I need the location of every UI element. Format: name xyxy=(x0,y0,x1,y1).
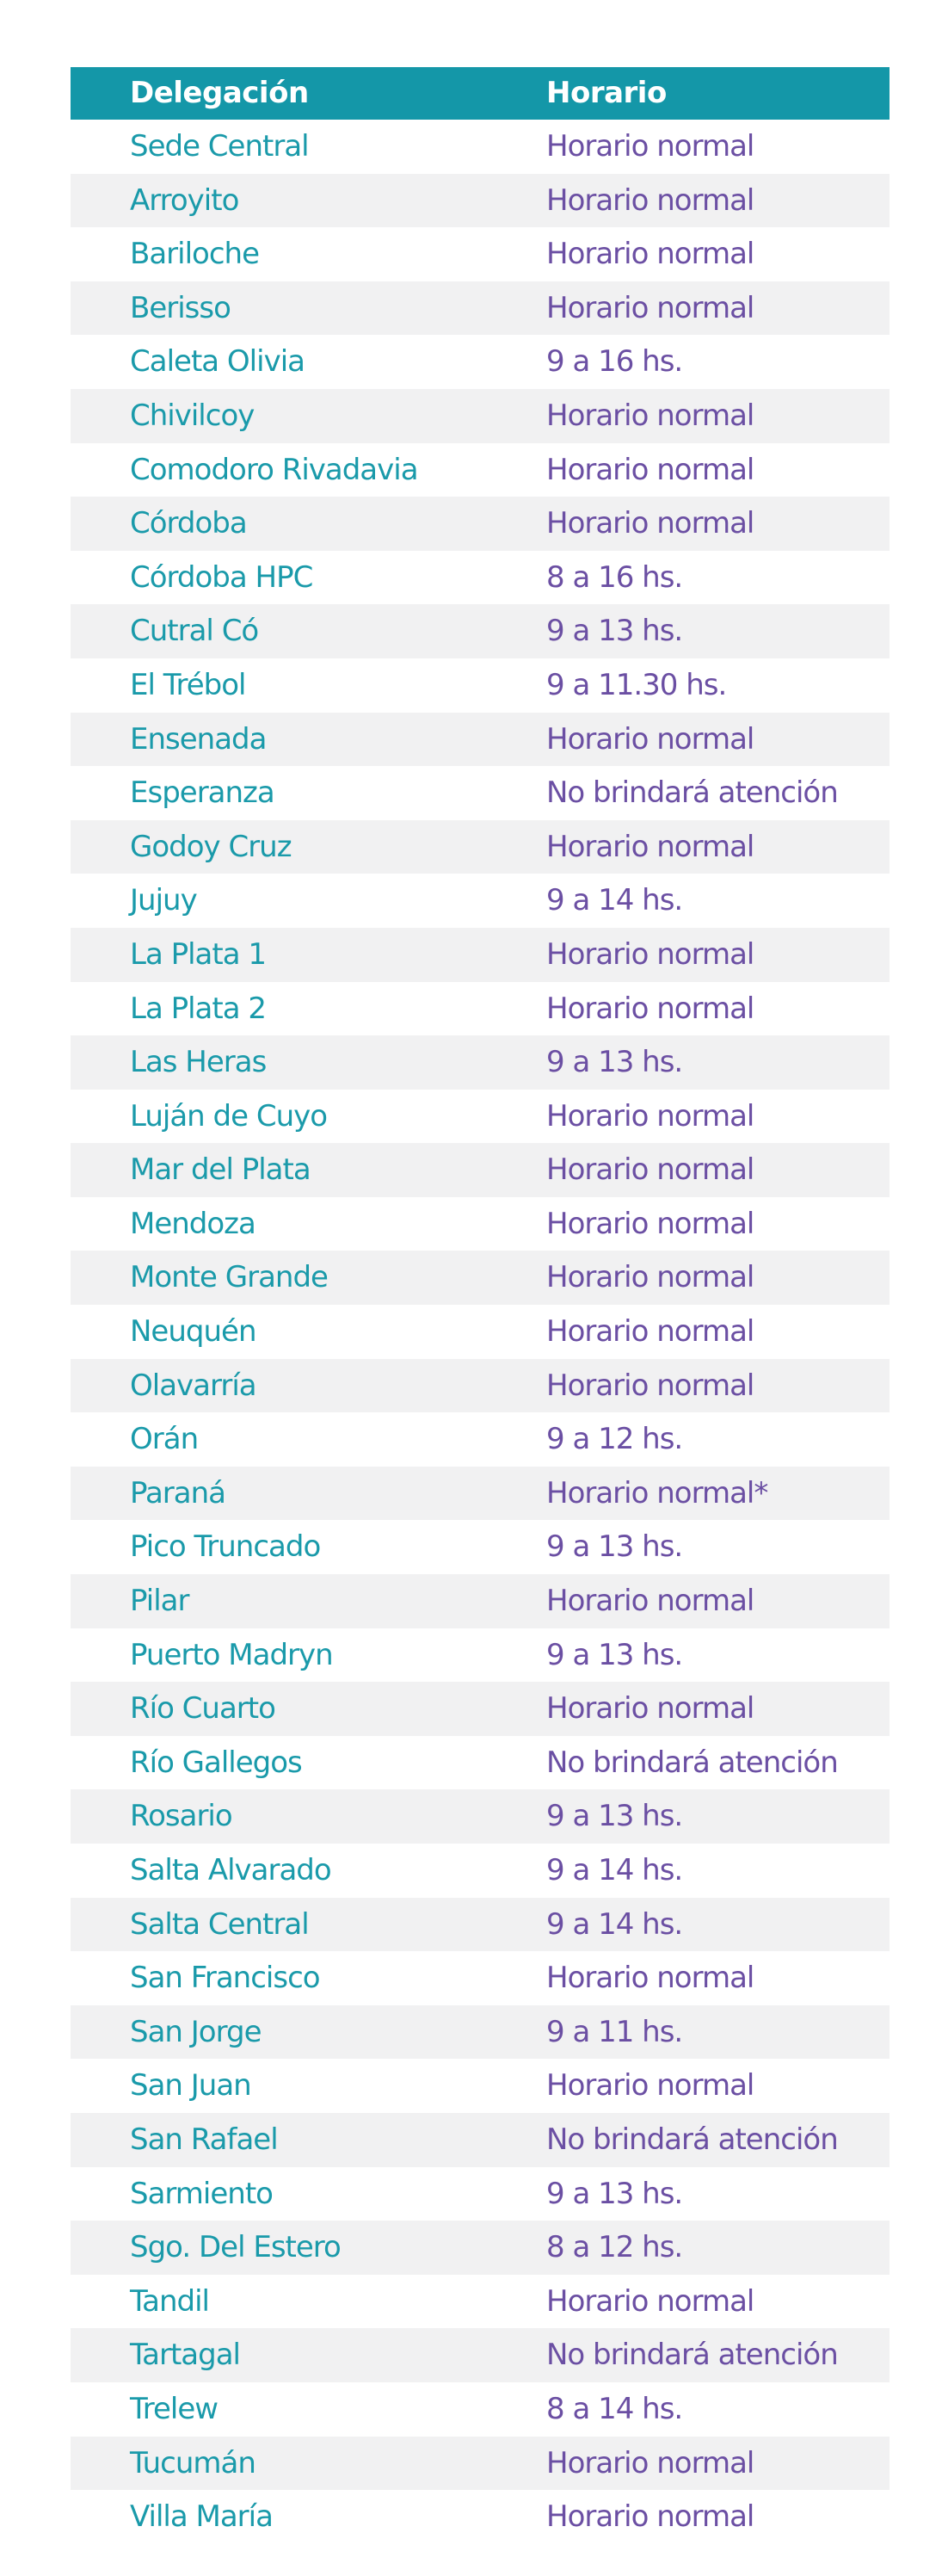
delegation-hours: 9 a 13 hs. xyxy=(546,2176,683,2211)
table-row xyxy=(71,281,890,336)
delegation-hours: Horario normal xyxy=(546,2445,754,2480)
delegation-hours: Horario normal xyxy=(546,936,754,972)
delegation-name: Pilar xyxy=(130,1584,189,1619)
delegation-hours: Horario normal xyxy=(546,290,754,325)
delegation-name: Salta Alvarado xyxy=(130,1853,331,1887)
delegation-hours: Horario normal xyxy=(546,721,754,757)
delegation-hours: Horario normal xyxy=(546,129,754,164)
table-body xyxy=(71,120,890,2544)
table-row xyxy=(71,2167,890,2221)
table-row xyxy=(71,551,890,605)
delegation-name: San Rafael xyxy=(130,2122,278,2157)
delegation-hours: Horario normal xyxy=(546,1206,754,1241)
delegation-name: Neuquén xyxy=(130,1314,256,1350)
schedule-table xyxy=(71,67,890,2544)
table-row xyxy=(71,2113,890,2167)
table-row xyxy=(71,1736,890,1790)
table-row xyxy=(71,766,890,820)
table-row xyxy=(71,2221,890,2275)
delegation-hours: No brindará atención xyxy=(546,2122,838,2157)
delegation-name: Sede Central xyxy=(130,129,309,164)
delegation-hours: Horario normal xyxy=(546,182,754,218)
table-header xyxy=(71,67,890,120)
delegation-name: Monte Grande xyxy=(130,1260,328,1295)
delegation-name: Córdoba HPC xyxy=(130,559,313,595)
delegation-name: Puerto Madryn xyxy=(130,1637,333,1672)
header-horario: Horario xyxy=(546,76,667,110)
table-row xyxy=(71,2275,890,2329)
table-row xyxy=(71,1682,890,1736)
delegation-hours: 9 a 13 hs. xyxy=(546,1637,683,1672)
table-row xyxy=(71,1951,890,2005)
delegation-name: Chivilcoy xyxy=(130,398,255,433)
table-row xyxy=(71,604,890,658)
delegation-name: Tucumán xyxy=(130,2445,255,2480)
table-row xyxy=(71,1359,890,1413)
table-row xyxy=(71,713,890,767)
delegation-name: Trelew xyxy=(130,2391,219,2426)
delegation-hours: 9 a 13 hs. xyxy=(546,1529,683,1565)
delegation-name: La Plata 1 xyxy=(130,936,266,972)
table-row xyxy=(71,1628,890,1683)
delegation-hours: 9 a 13 hs. xyxy=(546,1045,683,1080)
delegation-name: Villa María xyxy=(130,2499,273,2535)
delegation-name: Jujuy xyxy=(130,883,197,918)
table-row xyxy=(71,1035,890,1090)
delegation-hours: No brindará atención xyxy=(546,2338,838,2373)
delegation-name: Olavarría xyxy=(130,1368,256,1403)
table-row xyxy=(71,658,890,713)
header-delegacion: Delegación xyxy=(130,76,309,110)
delegation-hours: 9 a 13 hs. xyxy=(546,614,683,649)
delegation-hours: Horario normal xyxy=(546,2283,754,2319)
table-row xyxy=(71,2382,890,2437)
delegation-hours: Horario normal xyxy=(546,991,754,1026)
delegation-name: El Trébol xyxy=(130,667,246,702)
delegation-name: San Juan xyxy=(130,2068,251,2103)
delegation-name: Mar del Plata xyxy=(130,1152,311,1188)
delegation-name: Paraná xyxy=(130,1475,226,1510)
delegation-hours: Horario normal xyxy=(546,829,754,864)
delegation-name: Río Gallegos xyxy=(130,1745,302,1780)
delegation-name: Córdoba xyxy=(130,506,247,541)
delegation-name: Caleta Olivia xyxy=(130,344,305,380)
delegation-hours: 9 a 12 hs. xyxy=(546,1422,683,1457)
delegation-name: Luján de Cuyo xyxy=(130,1098,328,1134)
delegation-name: Arroyito xyxy=(130,182,239,218)
delegation-hours: Horario normal xyxy=(546,506,754,541)
table-row xyxy=(71,120,890,174)
table-row xyxy=(71,874,890,928)
delegation-hours: Horario normal xyxy=(546,1368,754,1403)
delegation-hours: Horario normal xyxy=(546,2068,754,2103)
delegation-name: Bariloche xyxy=(130,237,259,272)
table-row xyxy=(71,1898,890,1952)
table-row xyxy=(71,982,890,1036)
table-row xyxy=(71,1844,890,1898)
delegation-hours: 8 a 12 hs. xyxy=(546,2230,683,2265)
table-row xyxy=(71,335,890,389)
delegation-hours: Horario normal xyxy=(546,2499,754,2535)
delegation-hours: Horario normal xyxy=(546,1961,754,1996)
delegation-hours: 9 a 14 hs. xyxy=(546,1853,683,1887)
delegation-name: Mendoza xyxy=(130,1206,255,1241)
delegation-hours: Horario normal xyxy=(546,452,754,487)
table-row xyxy=(71,1467,890,1521)
table-row xyxy=(71,497,890,551)
table-row xyxy=(71,389,890,443)
delegation-name: San Francisco xyxy=(130,1961,320,1996)
table-row xyxy=(71,2437,890,2491)
delegation-name: Esperanza xyxy=(130,775,274,811)
delegation-name: Río Cuarto xyxy=(130,1691,275,1727)
table-row xyxy=(71,2059,890,2113)
delegation-name: Godoy Cruz xyxy=(130,829,292,864)
delegation-name: Las Heras xyxy=(130,1045,267,1080)
table-row xyxy=(71,820,890,874)
delegation-hours: 9 a 16 hs. xyxy=(546,344,683,380)
delegation-name: Rosario xyxy=(130,1799,232,1834)
delegation-hours: No brindará atención xyxy=(546,775,838,811)
delegation-hours: Horario normal xyxy=(546,1152,754,1188)
table-row xyxy=(71,1412,890,1467)
delegation-hours: 9 a 13 hs. xyxy=(546,1799,683,1834)
table-row xyxy=(71,1789,890,1844)
table-row xyxy=(71,2328,890,2382)
table-row xyxy=(71,1574,890,1628)
delegation-hours: Horario normal xyxy=(546,1260,754,1295)
delegation-name: Orán xyxy=(130,1422,199,1457)
delegation-hours: Horario normal xyxy=(546,1314,754,1350)
delegation-name: Salta Central xyxy=(130,1906,309,1942)
delegation-name: Pico Truncado xyxy=(130,1529,321,1565)
table-row xyxy=(71,443,890,497)
delegation-name: Ensenada xyxy=(130,721,267,757)
delegation-hours: Horario normal* xyxy=(546,1475,768,1510)
delegation-hours: No brindará atención xyxy=(546,1745,838,1780)
table-row xyxy=(71,1143,890,1197)
delegation-hours: 8 a 16 hs. xyxy=(546,559,683,595)
table-row xyxy=(71,1251,890,1305)
delegation-hours: Horario normal xyxy=(546,1584,754,1619)
table-row xyxy=(71,2005,890,2060)
table-row xyxy=(71,928,890,982)
table-row xyxy=(71,174,890,228)
delegation-name: Berisso xyxy=(130,290,231,325)
delegation-hours: Horario normal xyxy=(546,237,754,272)
table-row xyxy=(71,2490,890,2544)
delegation-hours: 9 a 14 hs. xyxy=(546,883,683,918)
delegation-hours: 8 a 14 hs. xyxy=(546,2391,683,2426)
table-row xyxy=(71,227,890,281)
delegation-name: Sarmiento xyxy=(130,2176,273,2211)
delegation-name: La Plata 2 xyxy=(130,991,266,1026)
table-row xyxy=(71,1090,890,1144)
delegation-hours: 9 a 11.30 hs. xyxy=(546,667,727,702)
delegation-name: Cutral Có xyxy=(130,614,259,649)
table-row xyxy=(71,1197,890,1251)
delegation-name: Comodoro Rivadavia xyxy=(130,452,418,487)
delegation-name: Tartagal xyxy=(130,2338,240,2373)
delegation-name: Tandil xyxy=(130,2283,209,2319)
table-row xyxy=(71,1305,890,1359)
delegation-hours: Horario normal xyxy=(546,1691,754,1727)
delegation-hours: 9 a 14 hs. xyxy=(546,1906,683,1942)
delegation-name: San Jorge xyxy=(130,2014,262,2049)
delegation-hours: Horario normal xyxy=(546,1098,754,1134)
table-row xyxy=(71,1520,890,1574)
delegation-hours: Horario normal xyxy=(546,398,754,433)
delegation-name: Sgo. Del Estero xyxy=(130,2230,341,2265)
delegation-hours: 9 a 11 hs. xyxy=(546,2014,683,2049)
